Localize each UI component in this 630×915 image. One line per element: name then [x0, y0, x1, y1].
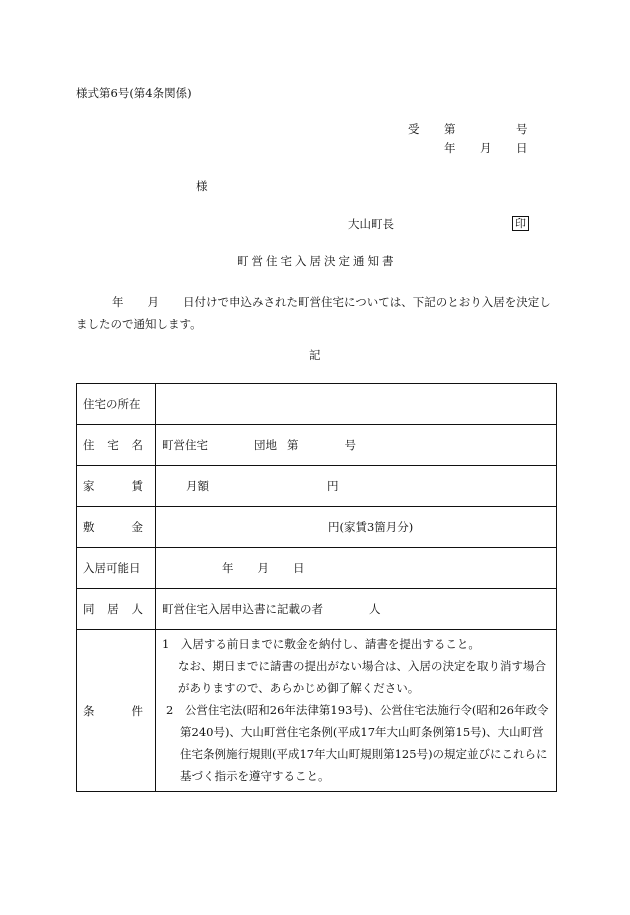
details-table — [76, 383, 557, 792]
seal-mark: 印 — [512, 216, 529, 231]
receipt-uke: 受 — [408, 122, 420, 136]
movein-date-label: 入居可能日 — [77, 548, 156, 589]
body-text: 日付けで申込みされた町営住宅については、下記のとおり入居を決定しましたので通知します。 — [76, 295, 551, 331]
housing-name-value: 町営住宅 団地 第 号 — [156, 425, 557, 466]
rent-label: 家 賃 — [83, 479, 143, 493]
table-row — [77, 630, 557, 792]
cohabitant-value: 町営住宅入居申込書に記載の者 人 — [156, 589, 557, 630]
movein-date-value: 年 月 日 — [156, 548, 557, 589]
conditions-label: 条 件 — [83, 703, 143, 718]
table-row — [77, 548, 557, 589]
condition-1-note: なお、期日までに請書の提出がない場合は、入居の決定を取り消す場合がありますので、あらかじめ御了解ください。 — [178, 659, 546, 695]
condition-1: 1 入居する前日までに敷金を納付し、請書を提出すること。 — [162, 637, 480, 651]
table-row — [77, 507, 557, 548]
body-year: 年 — [112, 295, 124, 309]
document-title: 町営住宅入居決定通知書 — [237, 254, 397, 268]
receipt-go: 号 — [516, 122, 528, 136]
official-seal — [512, 216, 529, 231]
date-year: 年 — [444, 141, 456, 155]
deposit-label: 敷 金 — [83, 520, 143, 534]
issuer-mayor: 大山町長 — [348, 217, 394, 231]
date-month: 月 — [480, 141, 492, 155]
body-month: 月 — [147, 295, 159, 309]
body-paragraph — [76, 291, 556, 335]
table-row — [77, 384, 557, 425]
date-day: 日 — [516, 141, 528, 155]
condition-2: 2 公営住宅法(昭和26年法律第193号)、公営住宅法施行令(昭和26年政令第240号)、大山町営住宅条例(平成17年大山町条例第15号)、大山町営住宅条例施行規則(平成17年大山町規則第125号)の規定並びにこれらに基づく指示を遵守すること。 — [166, 703, 549, 783]
housing-name-label: 住 宅 名 — [83, 438, 143, 452]
receipt-dai: 第 — [444, 122, 456, 136]
table-row — [77, 466, 557, 507]
cohabitant-label: 同 居 人 — [83, 602, 143, 616]
rent-value: 月額 円 — [156, 466, 557, 507]
conditions-value — [156, 630, 557, 792]
addressee-sama: 様 — [196, 179, 208, 193]
ki-heading: 記 — [309, 348, 321, 362]
table-row — [77, 589, 557, 630]
form-number: 様式第6号(第4条関係) — [76, 86, 192, 100]
table-row — [77, 425, 557, 466]
location-value — [156, 384, 557, 425]
location-label: 住宅の所在 — [77, 384, 156, 425]
deposit-value: 円(家賃3箇月分) — [156, 507, 557, 548]
